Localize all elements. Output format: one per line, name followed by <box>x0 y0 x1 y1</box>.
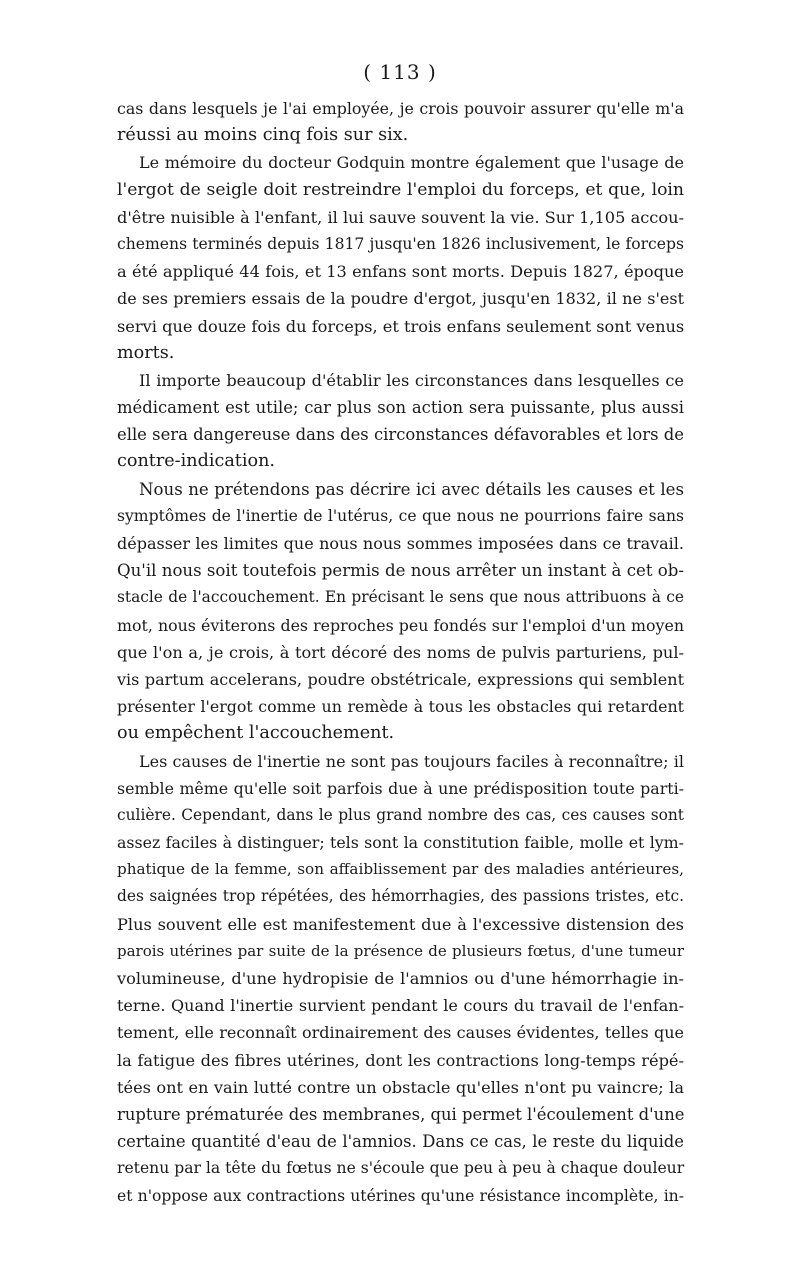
text-line: d'être nuisible à l'enfant, il lui sauve souvent la vie. Sur 1,105 accou- <box>117 207 684 227</box>
text-line: contre-indication. <box>117 451 276 472</box>
text-line: assez faciles à distinguer; tels sont la constitution faible, molle et lym- <box>117 833 684 853</box>
text-line: réussi au moins cinq fois sur six. <box>117 125 409 146</box>
text-line: Nous ne prétendons pas décrire ici avec détails les causes et les <box>139 479 684 499</box>
text-line: Les causes de l'inertie ne sont pas toujours faciles à reconnaître; il <box>139 751 684 771</box>
text-line: symptômes de l'inertie de l'utérus, ce que nous ne pourrions faire sans <box>117 506 684 525</box>
page-number: ( 113 ) <box>363 60 437 84</box>
text-line: Plus souvent elle est manifestement due à l'excessive distension des <box>117 914 684 934</box>
text-line: Qu'il nous soit toutefois permis de nous arrêter un instant à cet ob- <box>117 561 684 581</box>
text-line: Le mémoire du docteur Godquin montre également que l'usage de <box>139 153 684 173</box>
text-line: terne. Quand l'inertie survient pendant le cours du travail de l'enfan- <box>117 996 684 1016</box>
text-line: mot, nous éviterons des reproches peu fondés sur l'emploi d'un moyen <box>117 615 684 635</box>
text-line: tement, elle reconnaît ordinairement des causes évidentes, telles que <box>117 1023 684 1043</box>
text-line: servi que douze fois du forceps, et trois enfans seulement sont venus <box>117 316 685 336</box>
text-line: parois utérines par suite de la présence de plusieurs fœtus, d'une tumeur <box>117 941 684 960</box>
text-line: Il importe beaucoup d'établir les circonstances dans lesquelles ce <box>139 370 684 390</box>
text-line: présenter l'ergot comme un remède à tous les obstacles qui retardent <box>117 697 684 717</box>
text-line: et n'oppose aux contractions utérines qu'une résistance incomplète, in- <box>117 1186 684 1205</box>
text-line: des saignées trop répétées, des hémorrhagies, des passions tristes, etc. <box>117 887 684 906</box>
text-line: volumineuse, d'une hydropisie de l'amnios ou d'une hémorrhagie in- <box>117 969 684 988</box>
text-line: a été appliqué 44 fois, et 13 enfans sont morts. Depuis 1827, époque <box>117 262 684 282</box>
text-line: dépasser les limites que nous nous sommes imposées dans ce travail. <box>117 534 684 553</box>
text-line: cas dans lesquels je l'ai employée, je crois pouvoir assurer qu'elle m'a <box>117 99 684 118</box>
text-line: que l'on a, je crois, à tort décoré des noms de pulvis parturiens, pul- <box>117 642 684 662</box>
text-line: rupture prématurée des membranes, qui permet l'écoulement d'une <box>117 1104 685 1124</box>
text-line: de ses premiers essais de la poudre d'ergot, jusqu'en 1832, il ne s'est <box>117 289 684 309</box>
text-line: phatique de la femme, son affaiblissement par des maladies antérieures, <box>117 860 684 879</box>
text-line: stacle de l'accouchement. En précisant le sens que nous attribuons à ce <box>117 588 684 607</box>
text-line: semble même qu'elle soit parfois due à une prédisposition toute parti- <box>117 778 684 798</box>
text-line: vis partum accelerans, poudre obstétricale, expressions qui semblent <box>117 669 684 689</box>
text-line: certaine quantité d'eau de l'amnios. Dans ce cas, le reste du liquide <box>117 1132 684 1152</box>
text-line: la fatigue des fibres utérines, dont les contractions long-temps répé- <box>117 1050 684 1070</box>
text-line: tées ont en vain lutté contre un obstacle qu'elles n'ont pu vaincre; la <box>117 1077 684 1097</box>
text-line: culière. Cependant, dans le plus grand nombre des cas, ces causes sont <box>117 805 684 824</box>
text-line: chemens terminés depuis 1817 jusqu'en 1826 inclusivement, le forceps <box>117 234 684 253</box>
text-line: morts. <box>117 342 175 363</box>
text-line: ou empêchent l'accouchement. <box>117 723 395 744</box>
text-line: elle sera dangereuse dans des circonstances défavorables et lors de <box>117 425 684 445</box>
text-line: l'ergot de seigle doit restreindre l'emploi du forceps, et que, loin <box>117 179 684 200</box>
text-line: médicament est utile; car plus son action sera puissante, plus aussi <box>117 398 684 418</box>
body-text <box>117 95 684 1210</box>
text-line: retenu par la tête du fœtus ne s'écoule que peu à peu à chaque douleur <box>117 1159 685 1178</box>
